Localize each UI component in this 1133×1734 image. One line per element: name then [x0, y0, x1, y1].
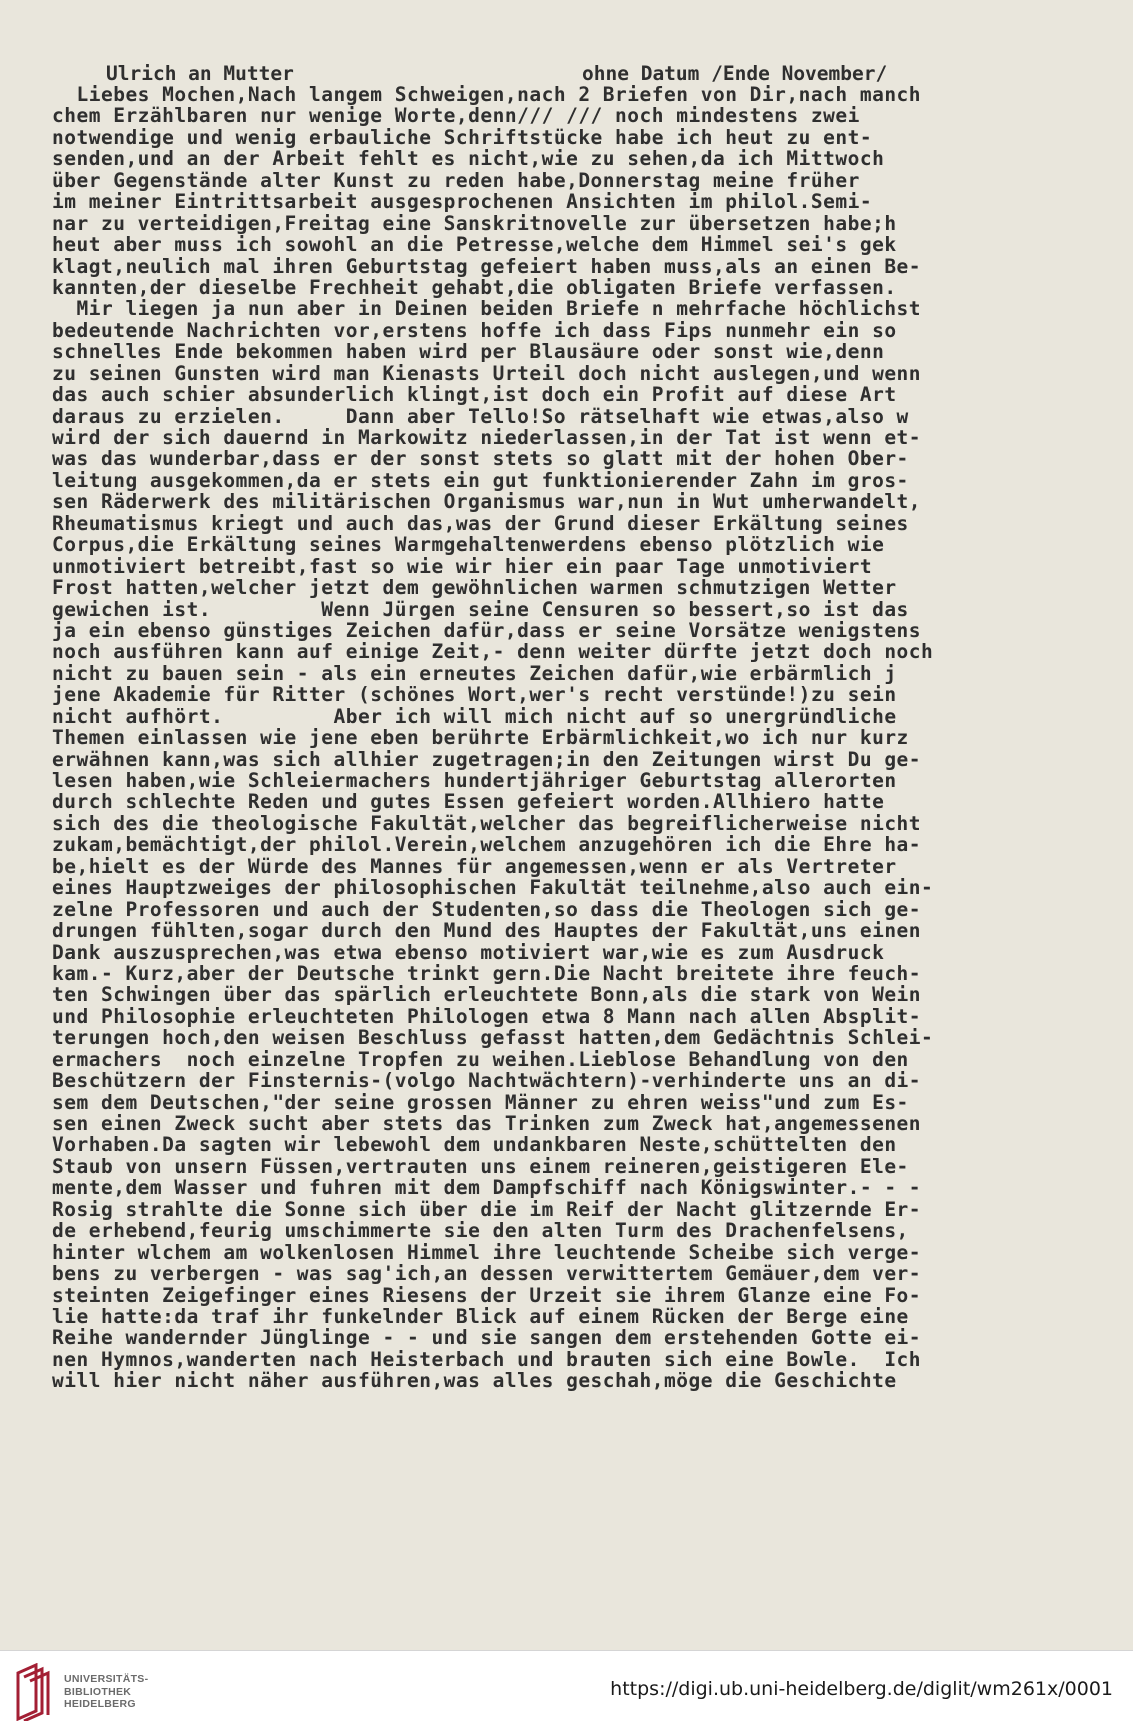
text-line: das auch schier absunderlich klingt,ist doch ein Profit auf diese Art — [52, 383, 897, 407]
text-line: Frost hatten,welcher jetzt dem gewöhnlichen warmen schmutzigen Wetter — [52, 576, 897, 600]
text-line: wird der sich dauernd in Markowitz niederlassen,in der Tat ist wenn et- — [52, 426, 922, 449]
text-line: Dank auszusprechen,was etwa ebenso motiviert war,wie es zum Ausdruck — [52, 940, 885, 964]
text-line: ermachers noch einzelne Tropfen zu weihen.Lieblose Behandlung von den — [52, 1047, 909, 1071]
text-line: sen einen Zweck sucht aber stets das Trinken zum Zweck hat,angemessenen — [52, 1112, 922, 1135]
text-line: sem dem Deutschen,"der seine grossen Männer zu ehren weiss"und zum Es- — [52, 1090, 909, 1114]
text-line: lie hatte:da traf ihr funkelnder Blick auf einem Rücken der Berge eine — [52, 1304, 909, 1328]
text-line: lesen haben,wie Schleiermachers hundertjähriger Geburtstag allerorten — [52, 769, 897, 792]
text-line: zukam,bemächtigt,der philol.Verein,welchem anzugehören ich die Ehre ha- — [52, 833, 922, 857]
library-logo-text — [64, 1673, 148, 1711]
text-line: durch schlechte Reden und gutes Essen gefeiert worden.Allhiero hatte — [52, 790, 885, 814]
letter-header — [52, 62, 1122, 84]
text-line: ten Schwingen über das spärlich erleuchtete Bonn,als die stark von Wein — [52, 983, 922, 1007]
text-line: kannten,der dieselbe Frechheit gehabt,die obligaten Briefe verfassen. — [52, 275, 897, 299]
text-line: daraus zu erzielen. Dann aber Tello!So rätselhaft wie etwas,also w — [52, 404, 909, 428]
text-line: drungen fühlten,sogar durch den Mund des Hauptes der Fakultät,uns einen — [52, 919, 922, 943]
text-line: jene Akademie für Ritter (schönes Wort,wer's recht verstünde!)zu sein — [52, 683, 897, 707]
text-line: Liebes Mochen,Nach langem Schweigen,nach 2 Briefen von Dir,nach manch — [52, 83, 922, 106]
text-line: nicht zu bauen sein - als ein erneutes Zeichen dafür,wie erbärmlich j — [52, 661, 897, 685]
text-line: chem Erzählbaren nur wenige Worte,denn/// /// noch mindestens zwei — [52, 104, 860, 128]
text-line: eines Hauptzweiges der philosophischen Fakultät teilnehme,also auch ein- — [52, 876, 934, 900]
text-line: ja ein ebenso günstiges Zeichen dafür,dass er seine Vorsätze wenigstens — [52, 618, 922, 642]
text-line: Vorhaben.Da sagten wir lebewohl dem undankbaren Neste,schüttelten den — [52, 1133, 897, 1157]
text-line: be,hielt es der Würde des Mannes für angemessen,wenn er als Vertreter — [52, 854, 897, 878]
text-line: sich des die theologische Fakultät,welcher das begreiflicherweise nicht — [52, 811, 922, 835]
text-line: gewichen ist. Wenn Jürgen seine Censuren so bessert,so ist das — [52, 597, 909, 621]
text-line: nen Hymnos,wanderten nach Heisterbach und brauten sich eine Bowle. Ich — [52, 1347, 922, 1371]
text-line: terungen hoch,den weisen Beschluss gefasst hatten,dem Gedächtnis Schlei- — [52, 1026, 934, 1050]
text-line: kam.- Kurz,aber der Deutsche trinkt gern.Die Nacht breitete ihre feuch- — [52, 961, 922, 985]
text-line: im meiner Eintrittsarbeit ausgesprochenen Ansichten im philol.Semi- — [52, 190, 873, 214]
text-line: de erhebend,feurig umschimmerte sie den alten Turm des Drachenfelsens, — [52, 1219, 909, 1243]
text-line: heut aber muss ich sowohl an die Petresse,welche dem Himmel sei's gek — [52, 233, 897, 257]
text-line: Rosig strahlte die Sonne sich über die im Reif der Nacht glitzernde Er- — [52, 1197, 922, 1221]
source-url[interactable]: https://digi.ub.uni-heidelberg.de/diglit/wm261x/0001 — [610, 1678, 1113, 1700]
logo-line: BIBLIOTHEK — [64, 1685, 132, 1698]
text-line: schnelles Ende bekommen haben wird per Blausäure oder sonst wie,denn — [52, 340, 885, 364]
text-line: Themen einlassen wie jene eben berührte Erbärmlichkeit,wo ich nur kurz — [52, 726, 909, 750]
text-line: zelne Professoren und auch der Studenten,so dass die Theologen sich ge- — [52, 897, 922, 921]
text-line: Staub von unsern Füssen,vertrauten uns einem reineren,geistigeren Ele- — [52, 1154, 909, 1178]
text-line: erwähnen kann,was sich allhier zugetragen;in den Zeitungen wirst Du ge- — [52, 747, 922, 771]
text-line: nar zu verteidigen,Freitag eine Sanskritnovelle zur übersetzen habe;h — [52, 211, 897, 235]
text-line: hinter wlchem am wolkenlosen Himmel ihre leuchtende Scheibe sich verge- — [52, 1240, 922, 1264]
text-line: will hier nicht näher ausführen,was alles geschah,möge die Geschichte — [52, 1369, 897, 1393]
text-line: Reihe wandernder Jünglinge - - und sie sangen dem erstehenden Gotte ei- — [52, 1326, 922, 1350]
letter-header-right: ohne Datum /Ende November/ — [582, 62, 888, 85]
text-line: nicht aufhört. Aber ich will mich nicht auf so unergründliche — [52, 704, 897, 728]
letter-text — [52, 62, 1122, 1392]
text-line: mente,dem Wasser und fuhren mit dem Dampfschiff nach Königswinter.- - - — [52, 1176, 922, 1200]
text-line: und Philosophie erleuchteten Philologen etwa 8 Mann nach allen Absplit- — [52, 1004, 922, 1028]
text-line: über Gegenstände alter Kunst zu reden habe,Donnerstag meine früher — [52, 168, 860, 192]
text-line: sen Räderwerk des militärischen Organismus war,nun in Wut umherwandelt, — [52, 490, 922, 514]
text-line: bedeutende Nachrichten vor,erstens hoffe ich dass Fips nunmehr ein so — [52, 318, 897, 342]
text-line: was das wunderbar,dass er der sonst stets so glatt mit der hohen Ober- — [52, 447, 909, 471]
letter-header-left: Ulrich an Mutter — [106, 62, 294, 85]
text-line: zu seinen Gunsten wird man Kienasts Urteil doch nicht auslegen,und wenn — [52, 361, 922, 385]
book-icon — [14, 1663, 54, 1721]
text-line: Beschützern der Finsternis-(volgo Nachtwächtern)-verhinderte uns an di- — [52, 1069, 922, 1093]
text-line: bens zu verbergen - was sag'ich,an dessen verwittertem Gemäuer,dem ver- — [52, 1262, 922, 1286]
text-line: leitung ausgekommen,da er stets ein gut funktionierender Zahn im gros- — [52, 468, 909, 492]
logo-line: HEIDELBERG — [64, 1698, 136, 1710]
text-line: Rheumatismus kriegt und auch das,was der Grund dieser Erkältung seines — [52, 511, 909, 535]
text-line: noch ausführen kann auf einige Zeit,- denn weiter dürfte jetzt doch noch — [52, 640, 934, 664]
text-line: notwendige und wenig erbauliche Schriftstücke habe ich heut zu ent- — [52, 125, 873, 149]
text-line: steinten Zeigefinger eines Riesens der Urzeit sie ihrem Glanze eine Fo- — [52, 1283, 922, 1307]
text-line: Mir liegen ja nun aber in Deinen beiden Briefe n mehrfache höchlichst — [52, 297, 922, 321]
text-line: unmotiviert betreibt,fast so wie wir hier ein paar Tage unmotiviert — [52, 554, 873, 578]
text-line: Corpus,die Erkältung seines Warmgehaltenwerdens ebenso plötzlich wie — [52, 533, 885, 557]
text-line: senden,und an der Arbeit fehlt es nicht,wie zu sehen,da ich Mittwoch — [52, 147, 885, 171]
footer-bar — [0, 1650, 1133, 1734]
text-line: klagt,neulich mal ihren Geburtstag gefeiert haben muss,als an einen Be- — [52, 254, 922, 278]
logo-line: UNIVERSITÄTS- — [64, 1673, 149, 1685]
letter-body — [52, 84, 1122, 1392]
